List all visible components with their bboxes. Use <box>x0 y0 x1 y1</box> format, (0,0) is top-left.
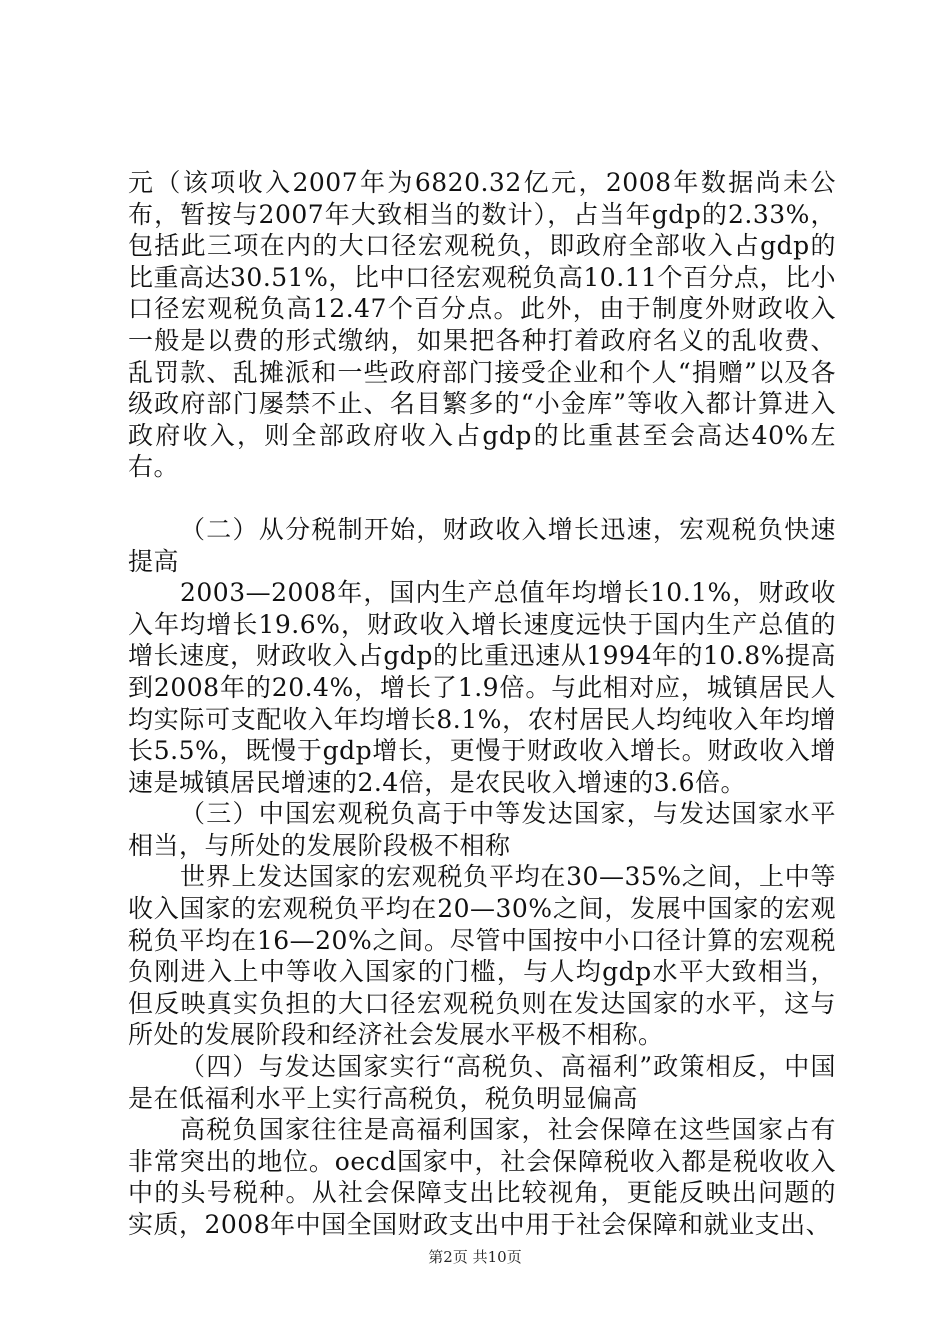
section-heading-4: （四）与发达国家实行“高税负、高福利”政策相反，中国是在低福利水平上实行高税负，税负明显偏高 <box>128 1052 836 1113</box>
paragraph-comparison: 世界上发达国家的宏观税负平均在30—35%之间，上中等收入国家的宏观税负平均在20—30%之间，发展中国家的宏观税负平均在16—20%之间。尽管中国按中小口径计算的宏观税负刚进入上中等收入国家的门槛，与人均gdp水平大致相当，但反映真实负担的大口径宏观税负则在发达国家的水平，这与所处的发展阶段和经济社会发展水平极不相称。 <box>128 862 836 1050</box>
page-footer: 第2页 共10页 <box>428 1248 522 1266</box>
section-heading-2: （二）从分税制开始，财政收入增长迅速，宏观税负快速提高 <box>128 514 836 576</box>
paragraph-welfare: 高税负国家往往是高福利国家，社会保障在这些国家占有非常突出的地位。oecd国家中，社会保障税收入都是税收收入中的头号税种。从社会保障支出比较视角，更能反映出问题的实质，2008年中国全国财政支出中用于社会保障和就业支出、 <box>128 1115 836 1239</box>
paragraph-growth: 2003—2008年，国内生产总值年均增长10.1%，财政收入年均增长19.6%，财政收入增长速度远快于国内生产总值的增长速度，财政收入占gdp的比重迅速从1994年的10.8%提高到2008年的20.4%，增长了1.9倍。与此相对应，城镇居民人均实际可支配收入年均增长8.1%，农村居民人均纯收入年均增长5.5%，既慢于gdp增长，更慢于财政收入增长。财政收入增速是城镇居民增速的2.4倍，是农民收入增速的3.6倍。 <box>128 578 836 797</box>
document-body <box>128 167 836 1241</box>
paragraph-continuation: 元（该项收入2007年为6820.32亿元，2008年数据尚未公布，暂按与2007年大致相当的数计），占当年gdp的2.33%，包括此三项在内的大口径宏观税负，即政府全部收入占gdp的比重高达30.51%，比中口径宏观税负高10.11个百分点，比小口径宏观税负高12.47个百分点。此外，由于制度外财政收入一般是以费的形式缴纳，如果把各种打着政府名义的乱收费、乱罚款、乱摊派和一些政府部门接受企业和个人“捐赠”以及各级政府部门屡禁不止、名目繁多的“小金库”等收入都计算进入政府收入，则全部政府收入占gdp的比重甚至会高达40%左右。 <box>128 168 836 482</box>
section-heading-3: （三）中国宏观税负高于中等发达国家，与发达国家水平相当，与所处的发展阶段极不相称 <box>128 799 836 860</box>
